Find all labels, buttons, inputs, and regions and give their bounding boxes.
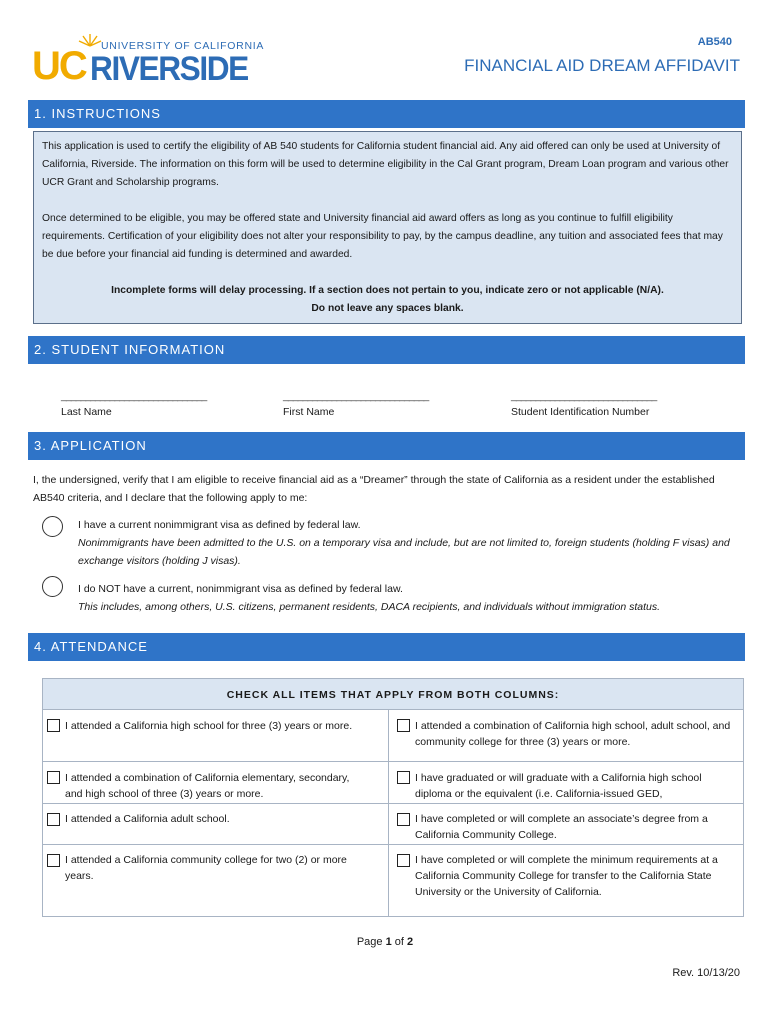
instructions-paragraph-2: Once determined to be eligible, you may be offered state and University financial aid award offers as long as you continue to fulfill eligibility requirements. Certification of your eligibility does not alter your responsibility to pay, by the campus deadline, any tuition and associated fees that may be due before your financial aid funding is determined and awarded. <box>42 213 723 260</box>
last-name-label: Last Name <box>61 406 112 418</box>
page-of: of <box>394 936 404 948</box>
attendance-item <box>389 844 743 918</box>
application-intro: I, the undersigned, verify that I am eligible to receive financial aid as a “Dreamer” through the state of California as a resident under the established AB540 criteria, and I declare that the following apply to me: <box>33 474 715 504</box>
checkbox[interactable] <box>397 771 410 784</box>
option2-note: This includes, among others, U.S. citizens, permanent residents, DACA recipients, and individuals without immigration status. <box>78 601 661 613</box>
attendance-item <box>43 803 388 845</box>
first-name-field[interactable] <box>283 390 428 418</box>
attendance-table <box>42 678 744 917</box>
attendance-item-text: I attended a California high school for three (3) years or more. <box>65 720 353 732</box>
student-id-label: Student Identification Number <box>511 406 650 418</box>
attendance-item-text: I have completed or will complete the minimum requirements at a California Community College for transfer to the California State University or the University of California. <box>415 854 718 898</box>
logo-riverside-text: RIVERSIDE <box>90 50 248 88</box>
student-id-field[interactable] <box>511 390 656 418</box>
ucr-logo <box>32 40 265 88</box>
option1-main-text: I have a current nonimmigrant visa as defined by federal law. <box>78 519 361 531</box>
checkbox[interactable] <box>47 813 60 826</box>
option-nonimmigrant-visa <box>78 516 743 570</box>
checkbox[interactable] <box>397 854 410 867</box>
checkbox[interactable] <box>397 813 410 826</box>
instructions-paragraph-1: This application is used to certify the eligibility of AB 540 students for California student financial aid. Any aid offered can only be used at University of California, Riverside. The information on this form will be used to determine eligibility in the Cal Grant program, Dream Loan program and various other UCR Grant and Scholarship programs. <box>42 141 729 188</box>
instructions-warning: Incomplete forms will delay processing. If a section does not pertain to you, indicate zero or not applicable (N/A). <box>111 285 664 296</box>
checkbox[interactable] <box>47 771 60 784</box>
attendance-table-header: CHECK ALL ITEMS THAT APPLY FROM BOTH COLUMNS: <box>43 679 743 710</box>
page-current: 1 <box>385 936 392 948</box>
page-total: 2 <box>407 936 414 948</box>
section-header-application: 3. APPLICATION <box>28 432 745 460</box>
checkbox[interactable] <box>47 719 60 732</box>
attendance-item-text: I attended a California community college for two (2) or more years. <box>65 854 347 882</box>
attendance-item-text: I have completed or will complete an associate’s degree from a California Community College. <box>415 813 708 841</box>
page-word: Page <box>356 936 383 948</box>
student-id-line[interactable]: ______________________________ <box>511 390 657 402</box>
first-name-label: First Name <box>283 406 335 418</box>
attendance-item-text: I have graduated or will graduate with a California high school diploma or the equivalent (i.e. California-issued GED, <box>415 772 702 800</box>
last-name-field[interactable] <box>61 390 206 418</box>
option2-main-text: I do NOT have a current, nonimmigrant visa as defined by federal law. <box>78 583 403 595</box>
page-number <box>0 936 770 948</box>
attendance-right-column <box>388 710 743 916</box>
form-title: FINANCIAL AID DREAM AFFIDAVIT <box>464 56 740 75</box>
option1-note: Nonimmigrants have been admitted to the U.S. on a temporary visa and include, but are not limited to, foreign students (holding F visas) and exchange visitors (holding J visas). <box>78 537 730 567</box>
attendance-item <box>389 761 743 803</box>
attendance-item <box>43 844 388 918</box>
checkbox[interactable] <box>397 719 410 732</box>
logo-uc-text: UC <box>32 44 86 88</box>
checkbox[interactable] <box>47 854 60 867</box>
section-header-attendance: 4. ATTENDANCE <box>28 633 745 661</box>
instructions-box <box>33 131 742 324</box>
instructions-no-blanks: Do not leave any spaces blank. <box>311 303 464 314</box>
attendance-item-text: I attended a combination of California high school, adult school, and community college for three (3) years or more. <box>415 720 731 748</box>
option-no-nonimmigrant-visa <box>78 580 743 616</box>
form-code: AB540 <box>697 36 732 48</box>
first-name-line[interactable]: ______________________________ <box>283 390 429 402</box>
attendance-item <box>389 803 743 844</box>
nonimmigrant-visa-radio[interactable] <box>42 516 63 537</box>
revision-date: Rev. 10/13/20 <box>672 967 740 979</box>
attendance-item-text: I attended a combination of California elementary, secondary, and high school of three (3) years or more. <box>65 772 350 800</box>
attendance-left-column <box>43 710 388 916</box>
attendance-item-text: I attended a California adult school. <box>65 813 230 825</box>
attendance-item <box>389 718 743 760</box>
section-header-instructions: 1. INSTRUCTIONS <box>28 100 745 128</box>
no-nonimmigrant-visa-radio[interactable] <box>42 576 63 597</box>
last-name-line[interactable]: ______________________________ <box>61 390 207 402</box>
section-header-student-info: 2. STUDENT INFORMATION <box>28 336 745 364</box>
logo-university-text: UNIVERSITY OF CALIFORNIA <box>101 40 265 52</box>
